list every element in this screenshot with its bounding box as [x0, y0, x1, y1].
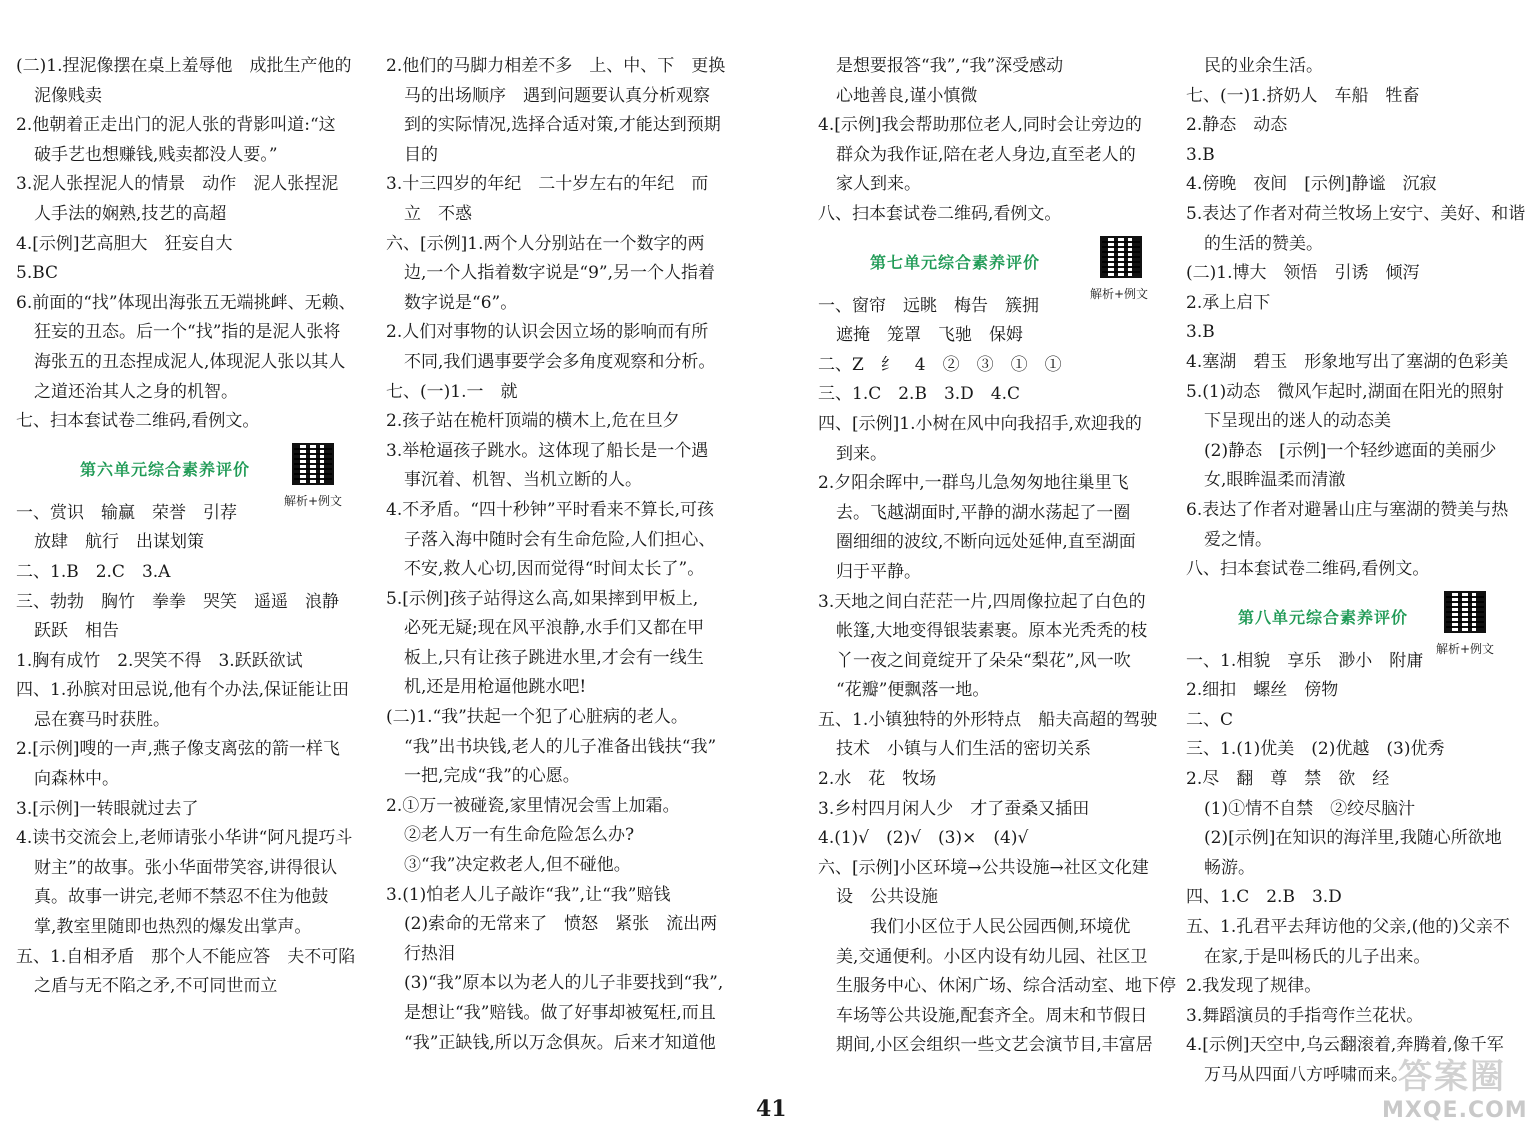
answer-line: 车场等公共设施,配套齐全。周末和节假日 — [836, 1005, 1148, 1026]
answer-line: 之道还治其人之身的机智。 — [34, 381, 238, 402]
answer-line: 破手艺也想赚钱,贱卖都没人要。” — [34, 144, 278, 165]
answer-line: 4.傍晚 夜间 [示例]静谧 沉寂 — [1186, 174, 1437, 195]
unit-title: 第七单元综合素养评价 — [870, 252, 1041, 272]
answer-line: 四、1.C 2.B 3.D — [1186, 887, 1342, 908]
answer-line: 技术 小镇与人们生活的密切关系 — [836, 739, 1091, 760]
answer-line: 一、1.相貌 享乐 渺小 附庸 — [1186, 650, 1424, 671]
answer-line: 2.①万一被碰瓷,家里情况会雪上加霜。 — [386, 795, 680, 816]
answer-line: ③“我”决定救老人,但不碰他。 — [404, 855, 631, 876]
answer-line: 4.(1)√ (2)√ (3)× (4)√ — [818, 828, 1029, 849]
answer-line: 掌,教室里随即也热烈的爆发出掌声。 — [34, 917, 312, 938]
answer-line: 四、[示例]1.小树在风中向我招手,欢迎我的 — [818, 413, 1142, 434]
answer-line: 2.静态 动态 — [1186, 115, 1288, 136]
answer-line: 5.[示例]孩子站得这么高,如果摔到甲板上, — [386, 588, 699, 609]
unit-heading — [1186, 591, 1531, 656]
answer-line: 海张五的丑态捏成泥人,体现泥人张以其人 — [34, 351, 346, 372]
unit-title: 第六单元综合素养评价 — [80, 459, 251, 479]
answer-line: 2.夕阳余晖中,一群鸟儿急匆匆地往巢里飞 — [818, 473, 1129, 494]
answer-line: (1)①情不自禁 ②绞尽脑汁 — [1204, 798, 1416, 819]
answer-line: 2.承上启下 — [1186, 292, 1271, 313]
answer-line: 二、1.B 2.C 3.A — [16, 561, 171, 582]
qr-caption: 解析+例文 — [1436, 641, 1495, 656]
answer-line: 2.孩子站在桅杆顶端的横木上,危在旦夕 — [386, 411, 680, 432]
answer-line: 生服务中心、休闲广场、综合活动室、地下停 — [836, 976, 1176, 997]
answer-column-2 — [386, 52, 736, 1058]
answer-line: 向森林中。 — [34, 769, 119, 790]
watermark-logo — [1382, 1049, 1528, 1139]
answer-line: 三、1.C 2.B 3.D 4.C — [818, 384, 1021, 405]
answer-line: 4.[示例]我会帮助那位老人,同时会让旁边的 — [818, 115, 1142, 136]
answer-line: 3.B — [1186, 322, 1215, 343]
answer-line: 五、1.孔君平去拜访他的父亲,(他的)父亲不 — [1186, 917, 1510, 938]
answer-line: 忌在赛马时获胜。 — [34, 709, 170, 730]
answer-line: 子落入海中随时会有生命危险,人们担心、 — [404, 529, 716, 550]
qr-caption: 解析+例文 — [1090, 286, 1149, 301]
answer-line: 爱之情。 — [1204, 529, 1272, 550]
answer-line: 3.乡村四月闲人少 才了蚕桑又插田 — [818, 798, 1090, 819]
answer-line: 2.他们的马脚力相差不多 上、中、下 更换 — [386, 56, 726, 76]
answer-line: 四、1.孙膑对田忌说,他有个办法,保证能让田 — [16, 680, 350, 701]
page-number: 41 — [756, 1096, 787, 1122]
answer-line: 2.我发现了规律。 — [1186, 976, 1322, 997]
answer-line: 3.(1)怕老人儿子敲诈“我”,让“我”赔钱 — [386, 884, 671, 905]
answer-line: 七、(一)1.一 就 — [386, 381, 518, 402]
answer-line: 数字说是“6”。 — [404, 292, 518, 313]
answer-line: 3.[示例]一转眼就过去了 — [16, 798, 199, 819]
answer-line: 2.[示例]嗖的一声,燕子像支离弦的箭一样飞 — [16, 739, 340, 760]
answer-line: 去。飞越湖面时,平静的湖水荡起了一圈 — [836, 502, 1131, 523]
answer-line: 民的业余生活。 — [1204, 56, 1323, 76]
answer-line: 七、(一)1.挤奶人 车船 牲畜 — [1186, 85, 1420, 106]
answer-line: 狂妄的丑态。后一个“找”指的是泥人张将 — [34, 322, 341, 343]
answer-column-3 — [818, 52, 1176, 1061]
answer-line: 六、[示例]小区环境→公共设施→社区文化建 — [818, 857, 1149, 878]
answer-line: 之盾与无不陷之矛,不可同世而立 — [34, 976, 278, 997]
answer-line: 是想让“我”赔钱。做了好事却被冤枉,而且 — [404, 1003, 716, 1023]
answer-line: 二、C — [1186, 709, 1234, 730]
answer-line: 不安,救人心切,因而觉得“时间太长了”。 — [404, 559, 705, 580]
answer-line: 三、勃勃 胸竹 拳拳 哭笑 遥遥 浪静 — [16, 591, 339, 612]
answer-line: 下呈现出的迷人的动态美 — [1204, 411, 1391, 432]
answer-line: 4.[示例]天空中,乌云翻滚着,奔腾着,像千军 — [1186, 1035, 1504, 1056]
answer-line: 的生活的赞美。 — [1204, 233, 1323, 254]
answer-line: 丫一夜之间竟绽开了朵朵“梨花”,风一吹 — [836, 650, 1131, 671]
qr-code-icon — [292, 443, 334, 485]
answer-line: 4.[示例]艺高胆大 狂妄自大 — [16, 233, 233, 254]
answer-line: 群众为我作证,陪在老人身边,直至老人的 — [836, 144, 1136, 165]
answer-line: 万马从四面八方呼啸而来。 — [1204, 1065, 1408, 1085]
answer-line: 是想要报答“我”,“我”深受感动 — [836, 56, 1064, 76]
answer-line: 行热泪 — [404, 943, 455, 964]
answer-line: 八、扫本套试卷二维码,看例文。 — [818, 203, 1062, 224]
answer-line: 到的实际情况,选择合适对策,才能达到预期 — [404, 115, 721, 136]
answer-line: 在家,于是叫杨氏的儿子出来。 — [1204, 946, 1431, 967]
watermark-top: 答案圈 — [1398, 1057, 1506, 1097]
answer-line: 三、1.(1)优美 (2)优越 (3)优秀 — [1186, 739, 1445, 760]
answer-line: “我”出书块钱,老人的儿子准备出钱扶“我” — [404, 736, 717, 757]
unit-heading — [16, 443, 361, 508]
answer-line: 女,眼眸温柔而清澈 — [1204, 470, 1346, 491]
answer-line: 2.他朝着正走出门的泥人张的背影叫道:“这 — [16, 115, 336, 136]
qr-code-icon — [1444, 591, 1486, 633]
answer-line: (二)1.“我”扶起一个犯了心脏病的老人。 — [386, 707, 688, 728]
answer-line: 4.塞湖 碧玉 形象地写出了塞湖的色彩美 — [1186, 351, 1509, 372]
answer-line: 财主”的故事。张小华面带笑容,讲得很认 — [34, 857, 338, 878]
answer-line: 美,交通便利。小区内设有幼儿园、社区卫 — [836, 946, 1148, 967]
answer-line: 立 不惑 — [404, 203, 472, 224]
watermark-bottom: MXQE.COM — [1382, 1098, 1528, 1123]
answer-line: 目的 — [404, 144, 438, 165]
answer-line: 机,还是用枪逼他跳水吧! — [404, 677, 587, 698]
answer-line: 事沉着、机智、当机立断的人。 — [404, 470, 642, 491]
answer-line: 六、[示例]1.两个人分别站在一个数字的两 — [386, 233, 705, 254]
qr-code-icon — [1100, 236, 1142, 278]
answer-line: 帐篷,大地变得银装素裹。原本光秃秃的枝 — [836, 621, 1148, 642]
answer-line: 2.水 花 牧场 — [818, 769, 937, 790]
unit-title: 第八单元综合素养评价 — [1238, 607, 1409, 627]
answer-line: 圈细细的波纹,不断向远处延伸,直至湖面 — [836, 532, 1136, 553]
answer-line: 人手法的娴熟,技艺的高超 — [34, 203, 227, 224]
answer-line: ②老人万一有生命危险怎么办? — [404, 825, 635, 846]
unit-heading — [818, 236, 1163, 301]
answer-line: 归于平静。 — [836, 561, 921, 582]
answer-line: 遮掩 笼罩 飞驰 保姆 — [836, 325, 1023, 346]
answer-line: (二)1.博大 领悟 引诱 倾泻 — [1186, 263, 1420, 284]
answer-line: (3)“我”原本以为老人的儿子非要找到“我”, — [404, 973, 724, 994]
answer-line: 1.胸有成竹 2.哭笑不得 3.跃跃欲试 — [16, 650, 303, 671]
answer-line: (二)1.捏泥像摆在桌上羞辱他 成批生产他的 — [16, 56, 352, 76]
answer-line: 一、窗帘 远眺 梅告 簇拥 — [818, 295, 1039, 316]
answer-line: 五、1.自相矛盾 那个人不能应答 夫不可陷 — [16, 946, 356, 967]
answer-line: 马的出场顺序 遇到问题要认真分析观察 — [404, 85, 710, 106]
answer-line: 5.BC — [16, 263, 59, 284]
answer-line: “花瓣”便飘落一地。 — [836, 680, 990, 701]
answer-line: 放肆 航行 出谋划策 — [34, 532, 204, 553]
answer-line: 3.B — [1186, 144, 1215, 165]
answer-line: “我”正缺钱,所以万念俱灰。后来才知道他 — [404, 1032, 716, 1053]
answer-line: 4.读书交流会上,老师请张小华讲“阿凡提巧斗 — [16, 828, 353, 849]
answer-line: 2.尽 翻 尊 禁 欲 经 — [1186, 769, 1390, 790]
answer-line: 五、1.小镇独特的外形特点 船夫高超的驾驶 — [818, 709, 1158, 730]
answer-line: 3.舞蹈演员的手指弯作兰花状。 — [1186, 1005, 1424, 1026]
answer-line: 期间,小区会组织一些文艺会演节目,丰富居 — [836, 1035, 1153, 1056]
answer-line: 七、扫本套试卷二维码,看例文。 — [16, 411, 260, 432]
answer-line: 板上,只有让孩子跳进水里,才会有一线生 — [404, 647, 704, 668]
answer-line: 6.前面的“找”体现出海张五无端挑衅、无赖、 — [16, 292, 356, 313]
answer-line: 2.人们对事物的认识会因立场的影响而有所 — [386, 322, 709, 343]
answer-line: 边,一个人指着数字说是“9”,另一个人指着 — [404, 263, 716, 284]
answer-line: 真。故事一讲完,老师不禁忍不住为他鼓 — [34, 887, 329, 908]
answer-line: 我们小区位于人民公园西侧,环境优 — [870, 917, 1131, 938]
answer-line: 跃跃 相告 — [34, 621, 119, 642]
answer-line: 家人到来。 — [836, 174, 921, 195]
answer-line: 3.天地之间白茫茫一片,四周像拉起了白色的 — [818, 591, 1146, 612]
answer-line: 到来。 — [836, 443, 887, 464]
answer-line: 2.细扣 螺丝 傍物 — [1186, 680, 1339, 701]
answer-column-4 — [1186, 52, 1531, 1091]
answer-line: 3.举枪逼孩子跳水。这体现了船长是一个遇 — [386, 440, 709, 461]
answer-line: 一、赏识 输赢 荣誉 引荐 — [16, 502, 237, 523]
answer-line: 八、扫本套试卷二维码,看例文。 — [1186, 559, 1430, 580]
answer-line: 3.十三四岁的年纪 二十岁左右的年纪 而 — [386, 174, 709, 195]
qr-caption: 解析+例文 — [284, 493, 343, 508]
answer-line: 5.(1)动态 微风乍起时,湖面在阳光的照射 — [1186, 381, 1504, 402]
answer-line: (2)静态 [示例]一个轻纱遮面的美丽少 — [1204, 440, 1497, 461]
answer-line: 二、Z 纟 4 ② ③ ① ① — [818, 354, 1062, 375]
answer-line: 必死无疑;现在风平浪静,水手们又都在甲 — [404, 618, 705, 639]
answer-line: 3.泥人张捏泥人的情景 动作 泥人张捏泥 — [16, 174, 339, 195]
answer-line: 心地善良,谨小慎微 — [836, 85, 978, 106]
answer-line: 泥像贱卖 — [34, 85, 102, 106]
answer-column-1 — [16, 52, 361, 1002]
answer-line: 5.表达了作者对荷兰牧场上安宁、美好、和谐 — [1186, 203, 1526, 224]
answer-line: 不同,我们遇事要学会多角度观察和分析。 — [404, 351, 716, 372]
answer-line: (2)[示例]在知识的海洋里,我随心所欲地 — [1204, 828, 1502, 849]
answer-line: 设 公共设施 — [836, 887, 938, 908]
answer-line: 畅游。 — [1204, 857, 1255, 878]
answer-line: 6.表达了作者对避暑山庄与塞湖的赞美与热 — [1186, 499, 1509, 520]
answer-line: 一把,完成“我”的心愿。 — [404, 766, 580, 787]
answer-line: (2)索命的无常来了 愤怒 紧张 流出两 — [404, 914, 718, 935]
answer-line: 4.不矛盾。“四十秒钟”平时看来不算长,可孩 — [386, 499, 715, 520]
